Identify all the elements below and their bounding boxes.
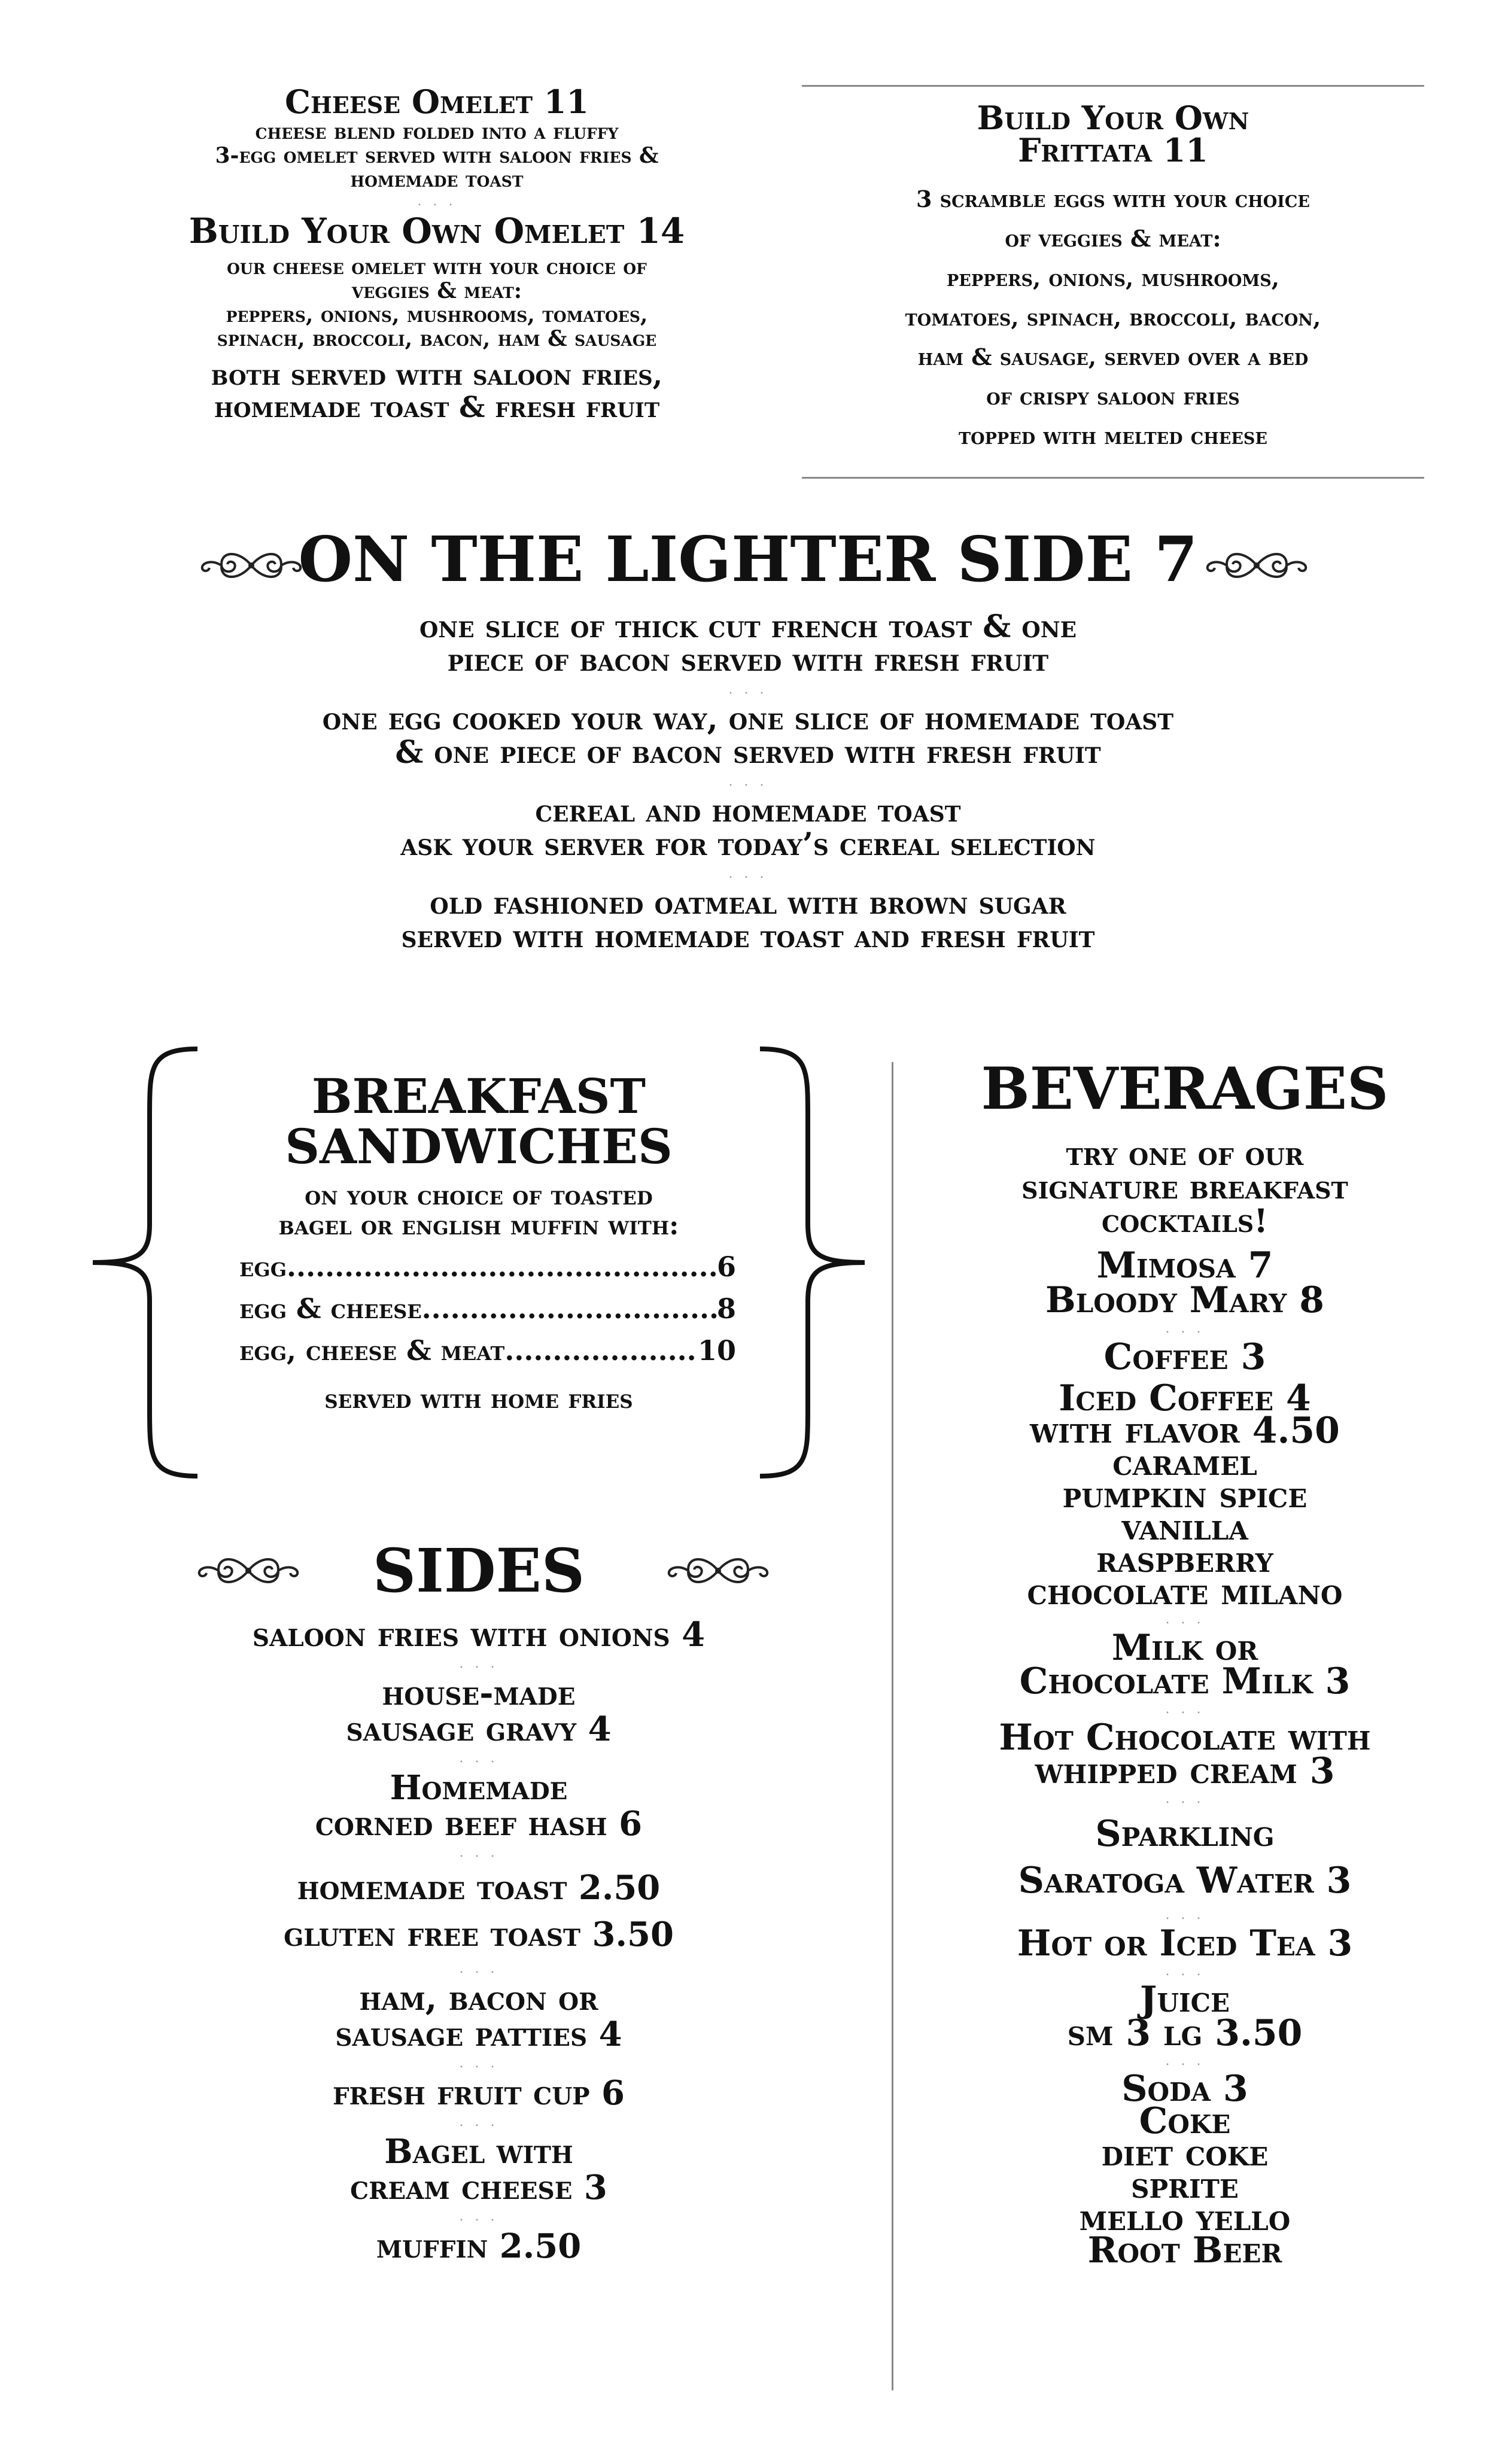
frittata-top-rule: [802, 85, 1424, 87]
frittata-bottom-rule: [802, 477, 1424, 479]
separator: . . .: [459, 2209, 498, 2224]
frittata-title: Build Your Own Frittata 11: [977, 99, 1249, 169]
price-row: egg, cheese & meat ..... 10: [138, 1330, 820, 1371]
side-item: saloon fries with onions 4: [252, 1615, 706, 1654]
sandwich-title: BREAKFAST SANDWICHES: [285, 1068, 673, 1175]
side-item: homemade toast 2.50 gluten free toast 3.50: [284, 1868, 674, 1954]
beverage-group: Iced Coffee 4 with flavor 4.50 caramel pumpkin spice vanilla raspberry chocolate milano: [1027, 1377, 1343, 1613]
sandwich-footer: served with home fries: [324, 1384, 633, 1414]
beverage-group: Mimosa 7 Bloody Mary 8: [1045, 1245, 1324, 1321]
side-item: Bagel with cream cheese 3: [350, 2132, 607, 2207]
separator: . . .: [459, 1656, 498, 1671]
side-item: Homemade corned beef hash 6: [315, 1768, 643, 1844]
lighter-item: one egg cooked your way, one slice of homemade toast & one piece of bacon served with fresh fruit: [322, 701, 1174, 771]
separator: . . .: [459, 1845, 498, 1860]
separator: . . .: [1165, 1791, 1205, 1806]
beverage-group: Hot or Iced Tea 3: [1017, 1922, 1353, 1964]
separator: . . .: [1165, 1964, 1205, 1979]
side-item: ham, bacon or sausage patties 4: [335, 1979, 622, 2054]
lighter-item: one slice of thick cut french toast & one piece of bacon served with fresh fruit: [419, 609, 1077, 679]
sandwich-section: [138, 1068, 820, 1414]
lighter-item: cereal and homemade toast ask your server for today’s cereal selection: [400, 793, 1096, 863]
price-row: egg ..... 6: [138, 1246, 820, 1288]
omelets-served-with: both served with saloon fries, homemade toast & fresh fruit: [211, 358, 663, 424]
price-row: egg & cheese ..... 8: [138, 1288, 820, 1330]
separator: . . .: [728, 866, 768, 881]
beverage-group: Sparkling Saratoga Water 3: [1018, 1813, 1352, 1902]
separator: . . .: [459, 1751, 498, 1766]
separator: . . .: [417, 194, 457, 209]
sides-section: [90, 1535, 868, 2266]
frittata-desc: 3 scramble eggs with your choice of veggies & meat: peppers, onions, mushrooms, tomatoes, spinach, broccoli, bacon, ham & sausage, served over a bed of crispy saloon fries topped with melted cheese: [905, 185, 1321, 449]
omelet-section: [90, 84, 784, 424]
cheese-omelet-desc: cheese blend folded into a fluffy 3-egg omelet served with saloon fries & homemade toast: [215, 119, 659, 192]
lighter-side-section: [90, 522, 1406, 955]
beverages-section: [910, 1055, 1460, 2271]
cheese-omelet-title: Cheese Omelet 11: [285, 83, 589, 121]
separator: . . .: [459, 2056, 498, 2071]
side-item: house-made sausage gravy 4: [346, 1674, 612, 1749]
beverage-group: Soda 3 Coke diet coke sprite mello yello Root Beer: [1079, 2068, 1291, 2271]
separator: . . .: [1165, 1321, 1205, 1336]
side-item: muffin 2.50: [376, 2226, 582, 2266]
byo-omelet-title: Build Your Own Omelet 14: [188, 211, 685, 251]
column-divider: [892, 1062, 893, 2390]
beverage-group: Milk or Chocolate Milk 3: [1019, 1627, 1351, 1702]
sandwich-desc: on your choice of toasted bagel or english muffin with:: [278, 1181, 679, 1241]
separator: . . .: [459, 1961, 498, 1976]
separator: . . .: [728, 774, 768, 789]
separator: . . .: [459, 2115, 498, 2130]
separator: . . .: [1165, 1612, 1205, 1627]
separator: . . .: [1165, 1702, 1205, 1717]
separator: . . .: [1165, 1908, 1205, 1922]
frittata-section: [802, 99, 1424, 456]
sandwich-price-list: [138, 1246, 820, 1371]
beverage-intro: try one of our signature breakfast cocktails!: [1021, 1134, 1348, 1240]
beverage-group: Juice sm 3 lg 3.50: [1067, 1979, 1303, 2054]
sides-title: SIDES: [372, 1535, 585, 1606]
side-item: fresh fruit cup 6: [332, 2073, 625, 2113]
lighter-item: old fashioned oatmeal with brown sugar served with homemade toast and fresh fruit: [401, 885, 1095, 955]
separator: . . .: [728, 682, 768, 697]
beverage-group: Hot Chocolate with whipped cream 3: [999, 1717, 1371, 1792]
beverage-group: Coffee 3: [1103, 1336, 1266, 1378]
byo-omelet-desc: our cheese omelet with your choice of veggies & meat: peppers, onions, mushrooms, tomatoes, spinach, broccoli, bacon, ham & sausage: [217, 254, 657, 351]
beverages-title: BEVERAGES: [981, 1055, 1389, 1123]
lighter-side-title: ON THE LIGHTER SIDE 7: [298, 522, 1198, 596]
separator: . . .: [1165, 2054, 1205, 2068]
